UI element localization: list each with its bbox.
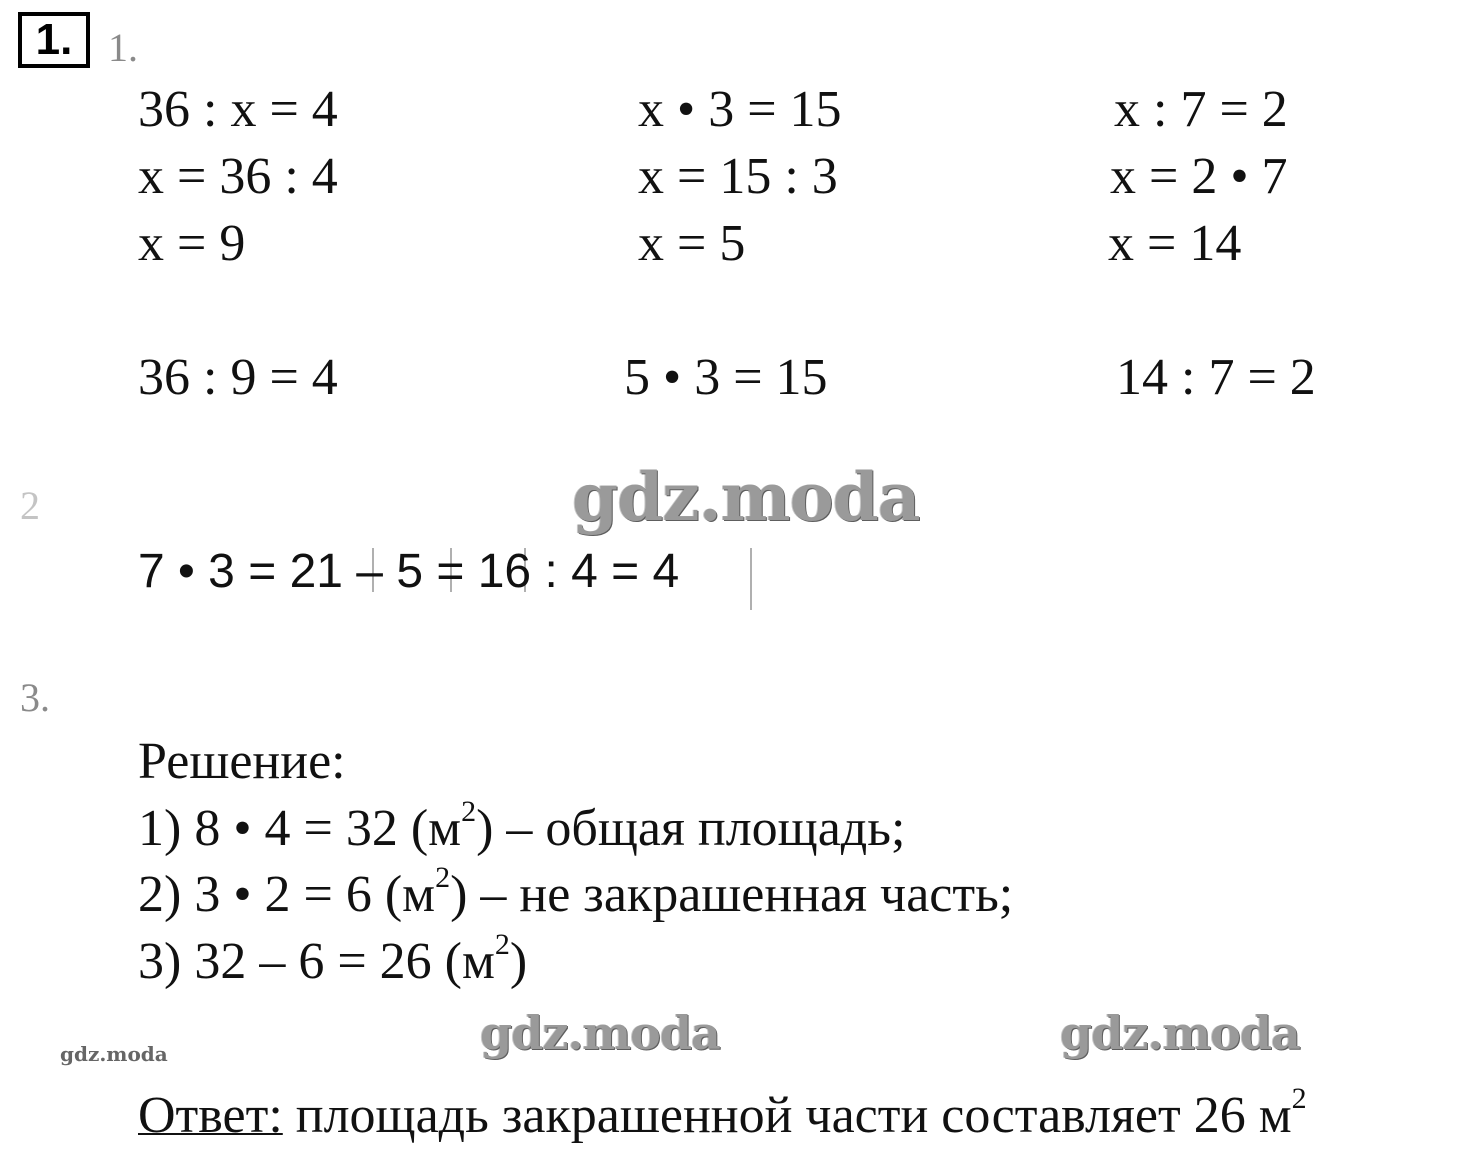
watermark-left: gdz.moda: [480, 1006, 720, 1060]
answer-label: Ответ:: [138, 1087, 283, 1144]
watermark-right: gdz.moda: [1060, 1006, 1300, 1060]
step-3-tail: ): [509, 933, 528, 990]
task-2-expression: 7 • 3 = 21 – 5 = 16 : 4 = 4: [138, 545, 680, 598]
step-3-unit-power: 2: [494, 928, 510, 961]
equation-2-check: 5 • 3 = 15: [624, 349, 828, 406]
equation-3-check: 14 : 7 = 2: [1116, 349, 1316, 406]
step-3-text: 3) 32 – 6 = 26 (м: [138, 933, 495, 990]
equation-3-line-2: x = 2 • 7: [1110, 148, 1288, 205]
watermark-main: gdz.moda: [572, 458, 920, 536]
step-2-tail: ) – не закрашенная часть;: [450, 866, 1014, 923]
equation-2-line-1: x • 3 = 15: [638, 81, 842, 138]
equation-2-line-3: x = 5: [638, 215, 746, 272]
task-3-number: 3.: [20, 675, 50, 720]
answer-unit-power: 2: [1291, 1082, 1307, 1115]
scan-mark: [750, 548, 752, 610]
solution-step-3: [138, 928, 528, 990]
step-1-tail: ) – общая площадь;: [476, 800, 906, 857]
watermark-small: gdz.moda: [60, 1042, 168, 1066]
solution-step-2: [138, 861, 1014, 923]
equation-2-line-2: x = 15 : 3: [638, 148, 838, 205]
equation-1-line-1: 36 : x = 4: [138, 81, 338, 138]
task-2-number: 2: [20, 483, 40, 528]
step-1-unit-power: 2: [461, 795, 477, 828]
solution-heading: Решение:: [138, 733, 346, 790]
solution-step-1: [138, 795, 906, 857]
step-1-text: 1) 8 • 4 = 32 (м: [138, 800, 462, 857]
answer-line: [138, 1082, 1307, 1144]
task-number-badge: 1.: [18, 12, 90, 68]
equation-3-line-3: x = 14: [1108, 215, 1242, 272]
equation-1-check: 36 : 9 = 4: [138, 349, 338, 406]
answer-text: площадь закрашенной части составляет 26 м: [282, 1087, 1292, 1144]
step-2-unit-power: 2: [435, 861, 451, 894]
equation-3-line-1: x : 7 = 2: [1114, 81, 1288, 138]
task-1-number: 1.: [108, 25, 138, 70]
equation-1-line-3: x = 9: [138, 215, 246, 272]
step-2-text: 2) 3 • 2 = 6 (м: [138, 866, 436, 923]
equation-1-line-2: x = 36 : 4: [138, 148, 338, 205]
